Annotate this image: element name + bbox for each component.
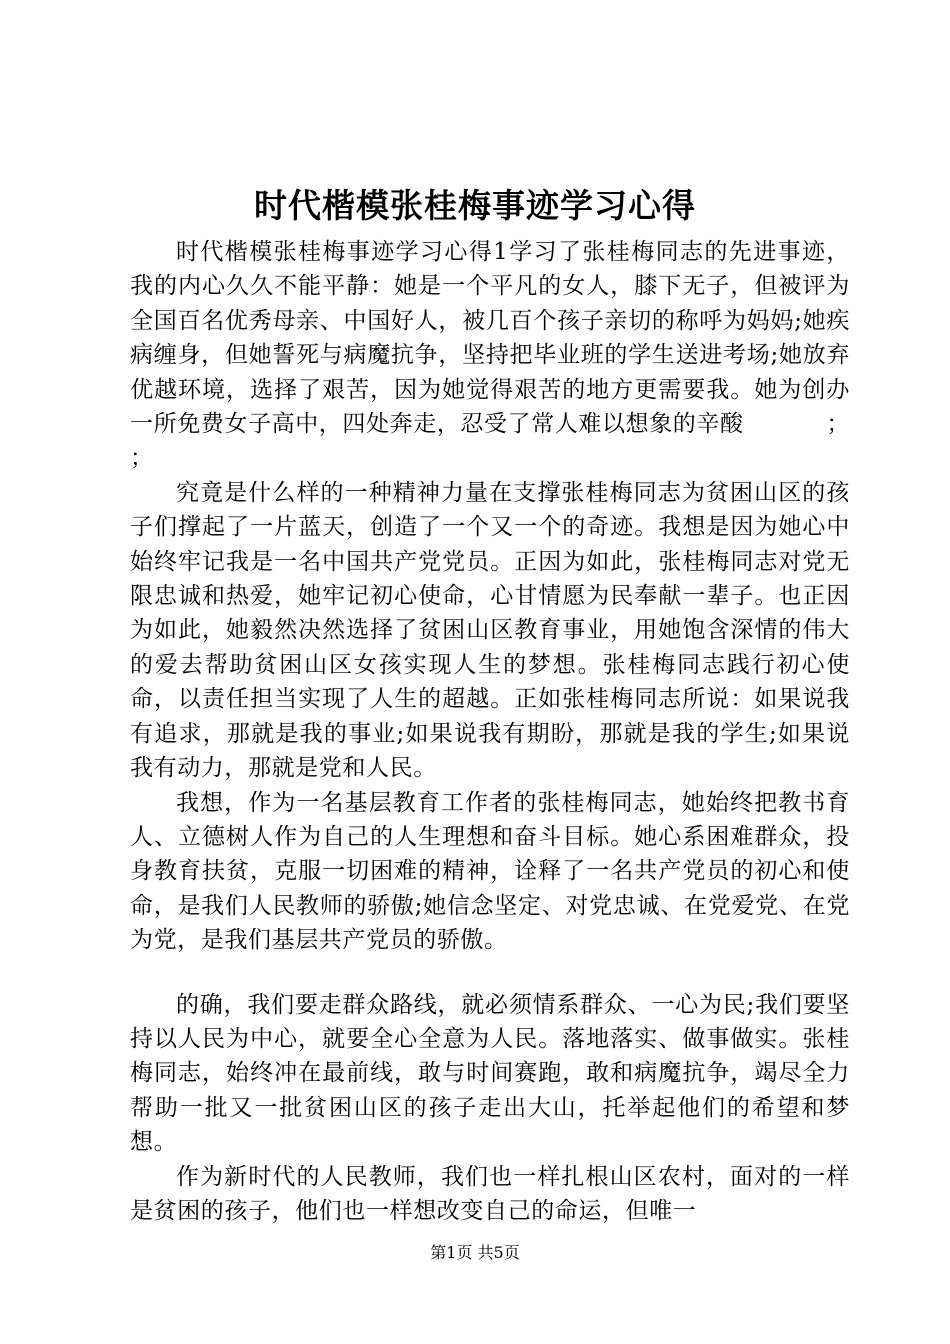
paragraph-1-semicolon: ； xyxy=(826,411,850,438)
document-body xyxy=(130,235,850,1228)
paragraph-3: 我想，作为一名基层教育工作者的张桂梅同志，她始终把教书育人、立德树人作为自己的人生理想和奋斗目标。她心系困难群众，投身教育扶贫，克服一切困难的精神，诠释了一名共产党员的初心和使命，是我们人民教师的骄傲;她信念坚定、对党忠诚、在党爱党、在党为党，是我们基层共产党员的骄傲。 xyxy=(130,789,850,954)
paragraph-1-semicolon-2: ； xyxy=(130,445,154,472)
paragraph-2: 究竟是什么样的一种精神力量在支撑张桂梅同志为贫困山区的孩子们撑起了一片蓝天，创造了一个又一个的奇迹。我想是因为她心中始终牢记我是一名中国共产党党员。正因为如此，张桂梅同志对党无限忠诚和热爱，她牢记初心使命，心甘情愿为民奉献一辈子。也正因为如此，她毅然决然选择了贫困山区教育事业，用她饱含深情的伟大的爱去帮助贫困山区女孩实现人生的梦想。张桂梅同志践行初心使命，以责任担当实现了人生的超越。正如张桂梅同志所说：如果说我有追求，那就是我的事业;如果说我有期盼，那就是我的学生;如果说我有动力，那就是党和人民。 xyxy=(130,479,850,782)
paragraph-1-continuation xyxy=(130,441,850,475)
paragraph-1 xyxy=(130,235,850,441)
page-footer: 第1页 共5页 xyxy=(430,1243,520,1262)
paragraph-4: 的确，我们要走群众路线，就必须情系群众、一心为民;我们要坚持以人民为中心，就要全心全意为人民。落地落实、做事做实。张桂梅同志，始终冲在最前线，敢与时间赛跑，敢和病魔抗争，竭尽全力帮助一批又一批贫困山区的孩子走出大山，托举起他们的希望和梦想。 xyxy=(130,991,850,1156)
paragraph-1-text: 时代楷模张桂梅事迹学习心得1学习了张桂梅同志的先进事迹，我的内心久久不能平静：她是一个平凡的女人，膝下无子，但被评为全国百名优秀母亲、中国好人，被几百个孩子亲切的称呼为妈妈;她疾病缠身，但她誓死与病魔抗争，坚持把毕业班的学生送进考场;她放弃优越环境，选择了艰苦，因为她觉得艰苦的地方更需要我。她为创办一所免费女子高中，四处奔走，忍受了常人难以想象的辛酸 xyxy=(130,239,850,438)
document-title: 时代楷模张桂梅事迹学习心得 xyxy=(254,186,696,225)
paragraph-5: 作为新时代的人民教师，我们也一样扎根山区农村，面对的一样是贫困的孩子，他们也一样想改变自己的命运，但唯一 xyxy=(130,1163,850,1224)
